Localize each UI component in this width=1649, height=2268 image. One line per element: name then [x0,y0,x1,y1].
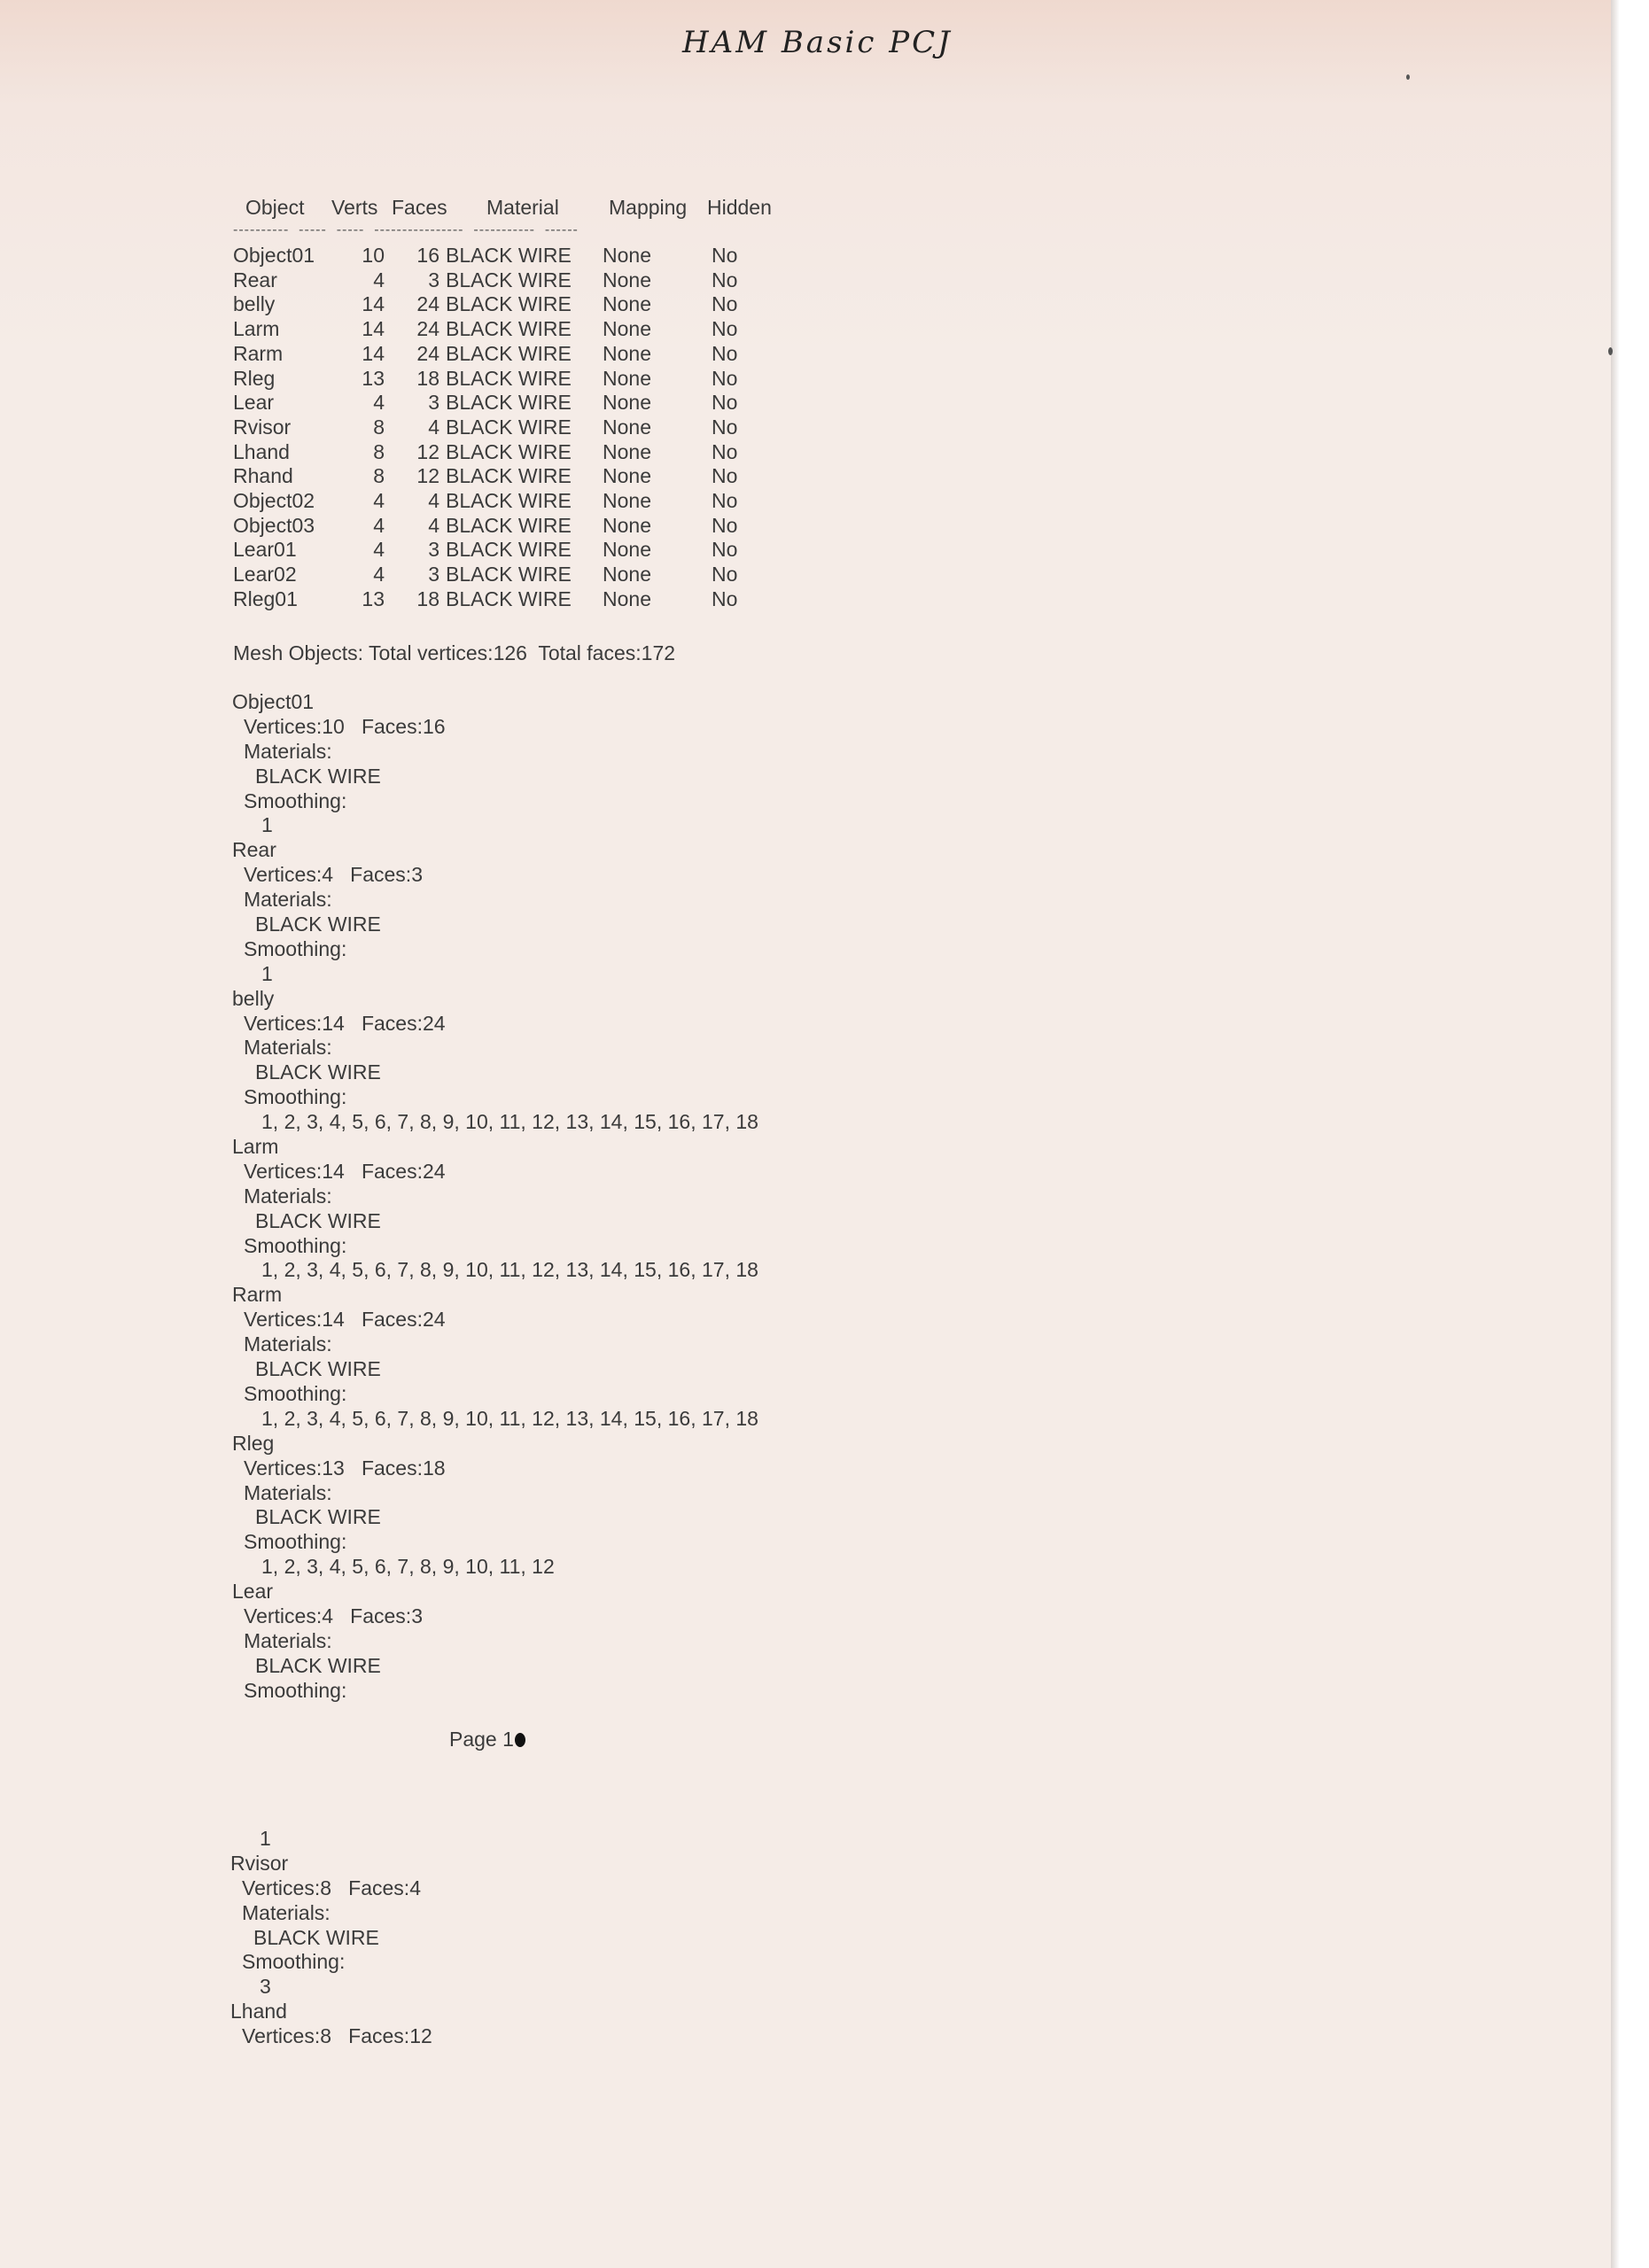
cell-hidden: No [712,464,738,488]
cell-hidden: No [712,563,738,586]
header-material: Material [486,196,559,219]
cell-object: Rear [233,268,277,291]
cell-verts: 4 [373,489,385,513]
cell-object: Rleg01 [233,586,298,610]
cell-object: Object03 [233,513,315,537]
speck [1406,74,1410,80]
cell-object: Rvisor [233,415,292,439]
header-mapping: Mapping [609,196,688,219]
cell-object: Rhand [233,464,293,488]
cell-material: BLACK WIRE [446,538,572,562]
materials-label: Materials: [244,1332,332,1356]
cell-material: BLACK WIRE [446,391,572,415]
cell-mapping: None [603,391,651,415]
cell-object: Rleg [233,366,276,390]
cell-mapping: None [603,586,651,610]
object-counts: Vertices:13 Faces:18 [244,1456,446,1480]
object-counts: Vertices:8 Faces:12 [242,2024,432,2048]
materials-label: Materials: [244,1036,332,1060]
cell-faces: 24 [416,292,439,316]
cell-faces: 4 [428,489,439,513]
cell-verts: 14 [362,292,385,316]
smoothing-value: 1 [261,813,273,837]
column-verts [319,244,385,612]
paper-edge [1611,0,1649,2268]
cell-faces: 16 [416,244,439,267]
ink-blot [515,1733,525,1747]
cell-verts: 10 [362,244,385,267]
cell-mapping: None [603,538,651,562]
cell-mapping: None [603,244,651,267]
materials-label: Materials: [244,1628,332,1652]
cell-faces: 18 [416,366,439,390]
column-faces [381,244,439,612]
cell-material: BLACK WIRE [446,586,572,610]
cell-object: Larm [233,317,280,341]
cell-verts: 13 [362,586,385,610]
material-value: BLACK WIRE [255,1505,381,1529]
cell-material: BLACK WIRE [446,341,572,365]
material-value: BLACK WIRE [255,764,381,788]
cell-object: Object01 [233,244,315,267]
cell-faces: 4 [428,415,439,439]
cell-verts: 8 [373,439,385,463]
smoothing-label: Smoothing: [244,936,347,960]
materials-label: Materials: [242,1900,331,1924]
cell-faces: 12 [416,439,439,463]
cell-object: Lear02 [233,563,297,586]
cell-mapping: None [603,341,651,365]
column-hidden [712,244,737,612]
smoothing-value: 1, 2, 3, 4, 5, 6, 7, 8, 9, 10, 11, 12, 13, 14, 15, 16, 17, 18 [261,1406,758,1430]
header-rule: ---------- ----- ----- ---------------- ----------- ------ [233,222,579,237]
cell-hidden: No [712,586,738,610]
column-object [233,244,315,612]
header-hidden: Hidden [707,196,772,219]
cell-object: Lear01 [233,538,297,562]
cell-faces: 18 [416,586,439,610]
cell-verts: 13 [362,366,385,390]
material-value: BLACK WIRE [255,1653,381,1677]
smoothing-label: Smoothing: [244,1233,347,1257]
cell-object: Lhand [233,439,290,463]
smoothing-label: Smoothing: [244,1678,347,1702]
material-value: BLACK WIRE [255,1208,381,1232]
smoothing-label: Smoothing: [244,1530,347,1554]
cell-faces: 4 [428,513,439,537]
cell-material: BLACK WIRE [446,244,572,267]
smoothing-value: 1, 2, 3, 4, 5, 6, 7, 8, 9, 10, 11, 12 [261,1555,555,1579]
cell-hidden: No [712,489,738,513]
cell-hidden: No [712,268,738,291]
smoothing-value: 3 [260,1975,271,1999]
header-object: Object [245,196,305,219]
cell-material: BLACK WIRE [446,268,572,291]
details-list [232,690,758,1704]
header-verts: Verts [331,196,378,219]
cell-hidden: No [712,244,738,267]
cell-faces: 24 [416,341,439,365]
cell-mapping: None [603,439,651,463]
materials-label: Materials: [244,888,332,912]
header-faces: Faces [392,196,447,219]
cell-mapping: None [603,317,651,341]
cell-material: BLACK WIRE [446,439,572,463]
cell-object: belly [233,292,276,316]
cell-material: BLACK WIRE [446,489,572,513]
object-name: Lhand [230,2000,287,2023]
cell-verts: 8 [373,415,385,439]
materials-label: Materials: [244,1480,332,1504]
cell-mapping: None [603,366,651,390]
page-number [449,1728,525,1751]
object-counts: Vertices:4 Faces:3 [244,863,423,887]
smoothing-label: Smoothing: [244,1381,347,1405]
object-counts: Vertices:14 Faces:24 [244,1011,446,1035]
cell-mapping: None [603,513,651,537]
cell-material: BLACK WIRE [446,563,572,586]
material-value: BLACK WIRE [255,1060,381,1084]
page-label: Page 1 [449,1728,514,1751]
cell-material: BLACK WIRE [446,317,572,341]
cell-material: BLACK WIRE [446,366,572,390]
handwritten-note: HAM Basic PCJ [682,25,953,60]
smoothing-label: Smoothing: [244,788,347,812]
speck [1608,347,1613,355]
cell-hidden: No [712,292,738,316]
smoothing-label: Smoothing: [242,1950,346,1974]
cell-faces: 24 [416,317,439,341]
cell-hidden: No [712,317,738,341]
cell-faces: 3 [428,268,439,291]
cell-hidden: No [712,538,738,562]
cell-verts: 8 [373,464,385,488]
cell-verts: 14 [362,341,385,365]
cell-object: Object02 [233,489,315,513]
object-counts: Vertices:14 Faces:24 [244,1159,446,1183]
object-name: Rear [232,838,276,862]
materials-label: Materials: [244,739,332,763]
cell-material: BLACK WIRE [446,292,572,316]
cell-mapping: None [603,464,651,488]
object-name: Lear [232,1580,274,1604]
cell-hidden: No [712,341,738,365]
cell-object: Rarm [233,341,284,365]
cell-verts: 14 [362,317,385,341]
column-material [446,244,572,612]
continuation [230,1827,432,2049]
cell-verts: 4 [373,513,385,537]
column-mapping [603,244,651,612]
object-name: Rleg [232,1431,275,1455]
smoothing-value: 1 [261,961,273,985]
cell-verts: 4 [373,538,385,562]
cell-hidden: No [712,415,738,439]
smoothing-value: 1, 2, 3, 4, 5, 6, 7, 8, 9, 10, 11, 12, 13, 14, 15, 16, 17, 18 [261,1258,758,1282]
cell-faces: 3 [428,391,439,415]
cell-verts: 4 [373,268,385,291]
object-counts: Vertices:8 Faces:4 [242,1876,421,1899]
cell-hidden: No [712,366,738,390]
cell-material: BLACK WIRE [446,513,572,537]
object-name: Object01 [232,690,315,713]
object-counts: Vertices:4 Faces:3 [244,1604,423,1627]
cell-faces: 3 [428,538,439,562]
material-value: BLACK WIRE [255,1357,381,1381]
cell-faces: 3 [428,563,439,586]
material-value: BLACK WIRE [255,913,381,936]
cell-hidden: No [712,439,738,463]
cell-material: BLACK WIRE [446,464,572,488]
materials-label: Materials: [244,1184,332,1208]
object-name: belly [232,986,275,1010]
object-counts: Vertices:14 Faces:24 [244,1308,446,1332]
cell-object: Lear [233,391,275,415]
cell-verts: 4 [373,563,385,586]
material-value: BLACK WIRE [253,1925,379,1949]
object-name: Larm [232,1135,279,1159]
smoothing-value: 1 [260,1827,271,1850]
cell-hidden: No [712,391,738,415]
cell-mapping: None [603,268,651,291]
cell-hidden: No [712,513,738,537]
cell-mapping: None [603,292,651,316]
cell-mapping: None [603,415,651,439]
object-name: Rvisor [230,1851,289,1875]
cell-faces: 12 [416,464,439,488]
cell-mapping: None [603,563,651,586]
smoothing-label: Smoothing: [244,1085,347,1109]
smoothing-value: 1, 2, 3, 4, 5, 6, 7, 8, 9, 10, 11, 12, 13, 14, 15, 16, 17, 18 [261,1110,758,1134]
cell-mapping: None [603,489,651,513]
object-counts: Vertices:10 Faces:16 [244,714,446,738]
cell-material: BLACK WIRE [446,415,572,439]
cell-verts: 4 [373,391,385,415]
total-line: Mesh Objects: Total vertices:126 Total faces:172 [233,641,676,664]
object-name: Rarm [232,1283,283,1307]
